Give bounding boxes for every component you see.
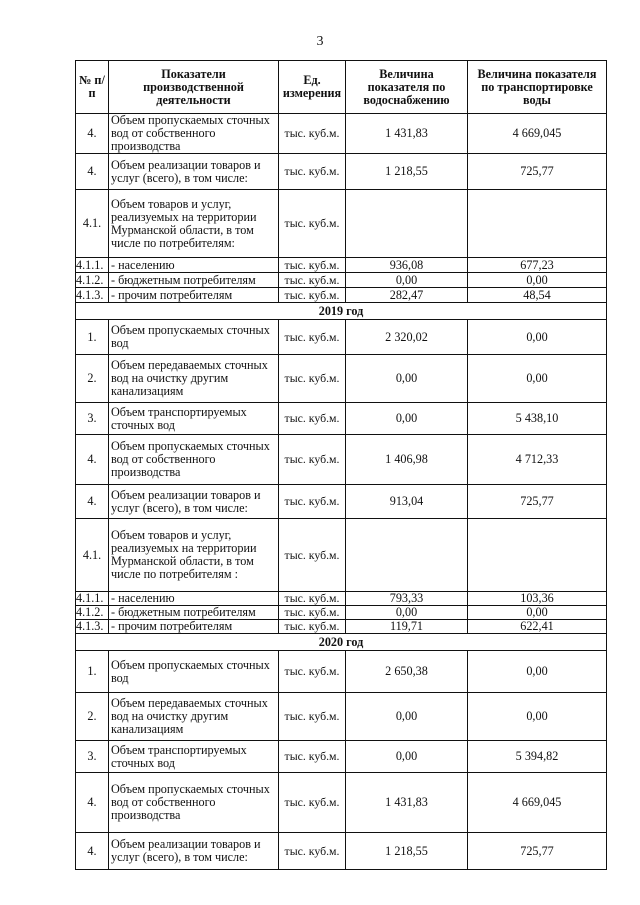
row-num: 4.1.1. bbox=[76, 592, 109, 606]
row-num: 4. bbox=[76, 773, 109, 833]
row-water-value: 0,00 bbox=[346, 606, 468, 620]
table-row bbox=[76, 114, 607, 154]
table-row bbox=[76, 258, 607, 273]
row-water-value: 2 320,02 bbox=[346, 320, 468, 355]
row-transport-value: 0,00 bbox=[468, 651, 607, 693]
row-transport-value bbox=[468, 519, 607, 592]
table-row bbox=[76, 741, 607, 773]
row-num: 1. bbox=[76, 651, 109, 693]
row-unit: тыс. куб.м. bbox=[279, 320, 346, 355]
row-num: 4.1.3. bbox=[76, 288, 109, 303]
table-row bbox=[76, 154, 607, 190]
row-indicator: - населению bbox=[109, 592, 279, 606]
row-unit: тыс. куб.м. bbox=[279, 592, 346, 606]
row-transport-value: 4 669,045 bbox=[468, 773, 607, 833]
table-row bbox=[76, 773, 607, 833]
row-num: 4. bbox=[76, 435, 109, 485]
row-water-value: 119,71 bbox=[346, 620, 468, 634]
row-unit: тыс. куб.м. bbox=[279, 355, 346, 403]
row-indicator: Объем товаров и услуг, реализуемых на территории Мурманской области, в том числе по потребителям: bbox=[109, 190, 279, 258]
row-num: 4.1.2. bbox=[76, 273, 109, 288]
page-number: 3 bbox=[316, 34, 324, 49]
table-row bbox=[76, 190, 607, 258]
table-row bbox=[76, 651, 607, 693]
row-indicator: - бюджетным потребителям bbox=[109, 273, 279, 288]
header-unit: Ед. измерения bbox=[279, 61, 346, 114]
row-transport-value: 5 394,82 bbox=[468, 741, 607, 773]
row-unit: тыс. куб.м. bbox=[279, 773, 346, 833]
row-unit: тыс. куб.м. bbox=[279, 288, 346, 303]
row-transport-value: 0,00 bbox=[468, 606, 607, 620]
row-indicator: Объем транспортируемых сточных вод bbox=[109, 403, 279, 435]
row-water-value: 1 218,55 bbox=[346, 833, 468, 870]
row-num: 3. bbox=[76, 741, 109, 773]
table-header-row bbox=[76, 61, 607, 114]
row-water-value: 936,08 bbox=[346, 258, 468, 273]
row-water-value: 0,00 bbox=[346, 355, 468, 403]
row-water-value bbox=[346, 519, 468, 592]
row-num: 4. bbox=[76, 154, 109, 190]
header-water-supply: Величина показателя по водоснабжению bbox=[346, 61, 468, 114]
table-row bbox=[76, 320, 607, 355]
row-water-value bbox=[346, 190, 468, 258]
row-transport-value: 103,36 bbox=[468, 592, 607, 606]
row-indicator: Объем пропускаемых сточных вод bbox=[109, 320, 279, 355]
header-water-transport: Величина показателя по транспортировке воды bbox=[468, 61, 607, 114]
table-row bbox=[76, 435, 607, 485]
year-section-row bbox=[76, 634, 607, 651]
row-water-value: 0,00 bbox=[346, 403, 468, 435]
row-transport-value: 0,00 bbox=[468, 693, 607, 741]
row-num: 4. bbox=[76, 114, 109, 154]
year-heading: 2020 год bbox=[76, 634, 607, 651]
row-transport-value: 725,77 bbox=[468, 485, 607, 519]
row-transport-value: 0,00 bbox=[468, 355, 607, 403]
row-water-value: 913,04 bbox=[346, 485, 468, 519]
row-indicator: - населению bbox=[109, 258, 279, 273]
row-transport-value: 4 669,045 bbox=[468, 114, 607, 154]
row-num: 4.1.3. bbox=[76, 620, 109, 634]
row-unit: тыс. куб.м. bbox=[279, 833, 346, 870]
row-water-value: 1 431,83 bbox=[346, 773, 468, 833]
row-transport-value: 48,54 bbox=[468, 288, 607, 303]
row-indicator: - прочим потребителям bbox=[109, 288, 279, 303]
row-indicator: - прочим потребителям bbox=[109, 620, 279, 634]
row-num: 4.1.1. bbox=[76, 258, 109, 273]
row-unit: тыс. куб.м. bbox=[279, 620, 346, 634]
row-num: 1. bbox=[76, 320, 109, 355]
table-row bbox=[76, 403, 607, 435]
table-row bbox=[76, 288, 607, 303]
header-num: № п/п bbox=[76, 61, 109, 114]
row-transport-value: 622,41 bbox=[468, 620, 607, 634]
table-row bbox=[76, 485, 607, 519]
row-unit: тыс. куб.м. bbox=[279, 403, 346, 435]
row-indicator: Объем передаваемых сточных вод на очистку другим канализациям bbox=[109, 693, 279, 741]
row-water-value: 1 406,98 bbox=[346, 435, 468, 485]
table-row bbox=[76, 693, 607, 741]
row-num: 2. bbox=[76, 355, 109, 403]
table-row bbox=[76, 592, 607, 606]
table-row bbox=[76, 519, 607, 592]
row-transport-value: 0,00 bbox=[468, 320, 607, 355]
row-transport-value: 5 438,10 bbox=[468, 403, 607, 435]
row-water-value: 1 218,55 bbox=[346, 154, 468, 190]
table-row bbox=[76, 273, 607, 288]
row-indicator: Объем транспортируемых сточных вод bbox=[109, 741, 279, 773]
row-unit: тыс. куб.м. bbox=[279, 606, 346, 620]
row-unit: тыс. куб.м. bbox=[279, 154, 346, 190]
row-unit: тыс. куб.м. bbox=[279, 519, 346, 592]
table-row bbox=[76, 355, 607, 403]
row-water-value: 0,00 bbox=[346, 741, 468, 773]
row-num: 4.1. bbox=[76, 519, 109, 592]
year-section-row bbox=[76, 303, 607, 320]
row-water-value: 1 431,83 bbox=[346, 114, 468, 154]
row-unit: тыс. куб.м. bbox=[279, 741, 346, 773]
row-indicator: Объем передаваемых сточных вод на очистку другим канализациям bbox=[109, 355, 279, 403]
row-indicator: - бюджетным потребителям bbox=[109, 606, 279, 620]
year-heading: 2019 год bbox=[76, 303, 607, 320]
row-num: 2. bbox=[76, 693, 109, 741]
row-indicator: Объем пропускаемых сточных вод от собственного производства bbox=[109, 435, 279, 485]
row-water-value: 793,33 bbox=[346, 592, 468, 606]
row-water-value: 282,47 bbox=[346, 288, 468, 303]
row-transport-value: 677,23 bbox=[468, 258, 607, 273]
row-num: 4. bbox=[76, 485, 109, 519]
row-num: 3. bbox=[76, 403, 109, 435]
row-indicator: Объем товаров и услуг, реализуемых на территории Мурманской области, в том числе по потребителям : bbox=[109, 519, 279, 592]
row-unit: тыс. куб.м. bbox=[279, 693, 346, 741]
row-indicator: Объем реализации товаров и услуг (всего), в том числе: bbox=[109, 485, 279, 519]
row-unit: тыс. куб.м. bbox=[279, 273, 346, 288]
row-indicator: Объем реализации товаров и услуг (всего), в том числе: bbox=[109, 154, 279, 190]
table-row bbox=[76, 620, 607, 634]
row-unit: тыс. куб.м. bbox=[279, 651, 346, 693]
row-indicator: Объем реализации товаров и услуг (всего), в том числе: bbox=[109, 833, 279, 870]
row-unit: тыс. куб.м. bbox=[279, 258, 346, 273]
row-num: 4.1. bbox=[76, 190, 109, 258]
row-transport-value: 0,00 bbox=[468, 273, 607, 288]
row-unit: тыс. куб.м. bbox=[279, 435, 346, 485]
row-unit: тыс. куб.м. bbox=[279, 190, 346, 258]
row-indicator: Объем пропускаемых сточных вод bbox=[109, 651, 279, 693]
row-water-value: 2 650,38 bbox=[346, 651, 468, 693]
row-indicator: Объем пропускаемых сточных вод от собственного производства bbox=[109, 114, 279, 154]
row-num: 4. bbox=[76, 833, 109, 870]
production-indicators-table bbox=[75, 60, 607, 870]
row-transport-value: 725,77 bbox=[468, 833, 607, 870]
row-transport-value: 725,77 bbox=[468, 154, 607, 190]
row-indicator: Объем пропускаемых сточных вод от собственного производства bbox=[109, 773, 279, 833]
header-indicator: Показатели производственной деятельности bbox=[109, 61, 279, 114]
row-unit: тыс. куб.м. bbox=[279, 114, 346, 154]
row-water-value: 0,00 bbox=[346, 693, 468, 741]
table-row bbox=[76, 833, 607, 870]
row-transport-value bbox=[468, 190, 607, 258]
row-water-value: 0,00 bbox=[346, 273, 468, 288]
row-num: 4.1.2. bbox=[76, 606, 109, 620]
row-transport-value: 4 712,33 bbox=[468, 435, 607, 485]
row-unit: тыс. куб.м. bbox=[279, 485, 346, 519]
table-row bbox=[76, 606, 607, 620]
